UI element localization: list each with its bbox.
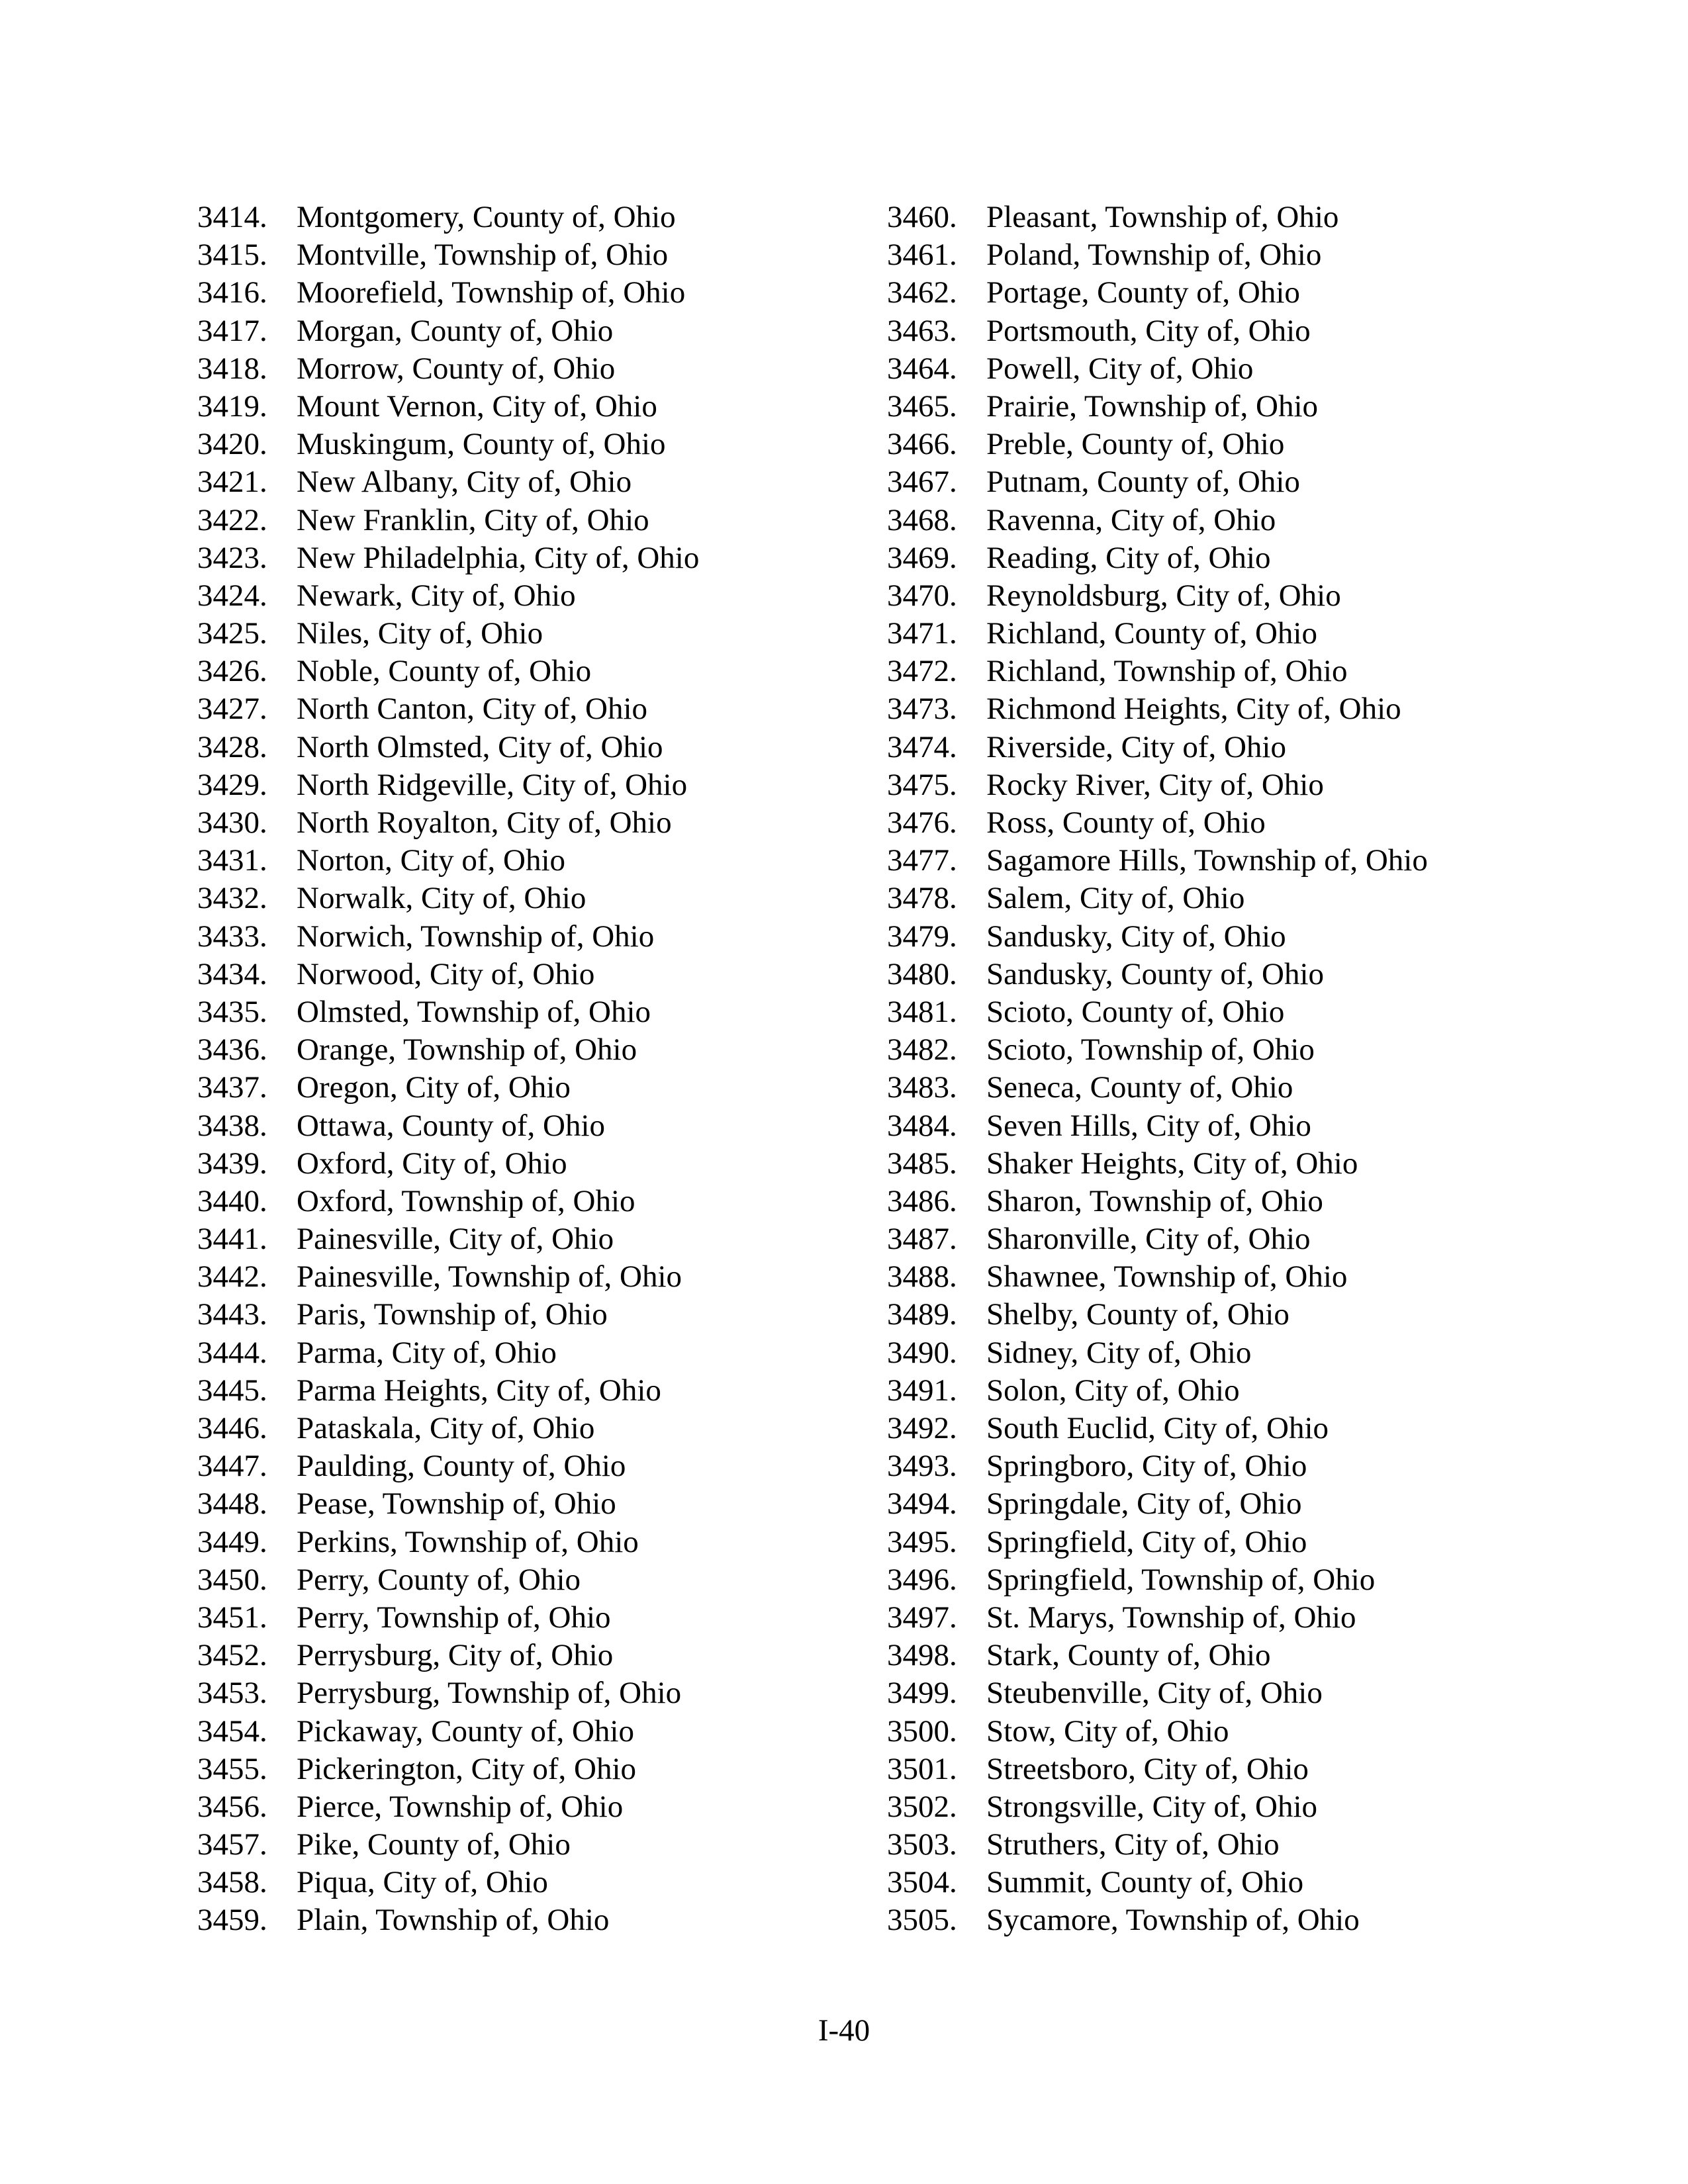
entry-name: Steubenville, City of, Ohio xyxy=(986,1676,1323,1711)
entry-number: 3480. xyxy=(887,956,957,991)
entry-name: Riverside, City of, Ohio xyxy=(986,729,1286,764)
list-item xyxy=(887,426,1428,463)
entry-name: Seneca, County of, Ohio xyxy=(986,1070,1293,1105)
entry-name: Perkins, Township of, Ohio xyxy=(297,1524,639,1559)
list-item xyxy=(197,463,699,501)
entry-number: 3475. xyxy=(887,767,957,802)
entry-name: Stark, County of, Ohio xyxy=(986,1638,1271,1673)
list-item xyxy=(197,312,699,350)
entry-name: Richland, Township of, Ohio xyxy=(986,654,1348,689)
entry-number: 3492. xyxy=(887,1411,957,1445)
entry-number: 3449. xyxy=(197,1524,267,1559)
entry-number: 3474. xyxy=(887,729,957,764)
entry-number: 3463. xyxy=(887,313,957,348)
entry-number: 3417. xyxy=(197,313,267,348)
entry-number: 3478. xyxy=(887,881,957,916)
entry-number: 3488. xyxy=(887,1259,957,1295)
list-item xyxy=(197,1410,699,1447)
list-item xyxy=(197,1145,699,1183)
entry-number: 3425. xyxy=(197,616,267,651)
entry-number: 3415. xyxy=(197,238,267,273)
list-item xyxy=(197,388,699,426)
list-item xyxy=(197,1220,699,1258)
list-item xyxy=(887,274,1428,312)
list-item xyxy=(887,236,1428,274)
entry-name: Oxford, City of, Ohio xyxy=(297,1146,567,1181)
entry-number: 3456. xyxy=(197,1789,267,1824)
list-item xyxy=(197,426,699,463)
list-item xyxy=(887,312,1428,350)
entry-name: Springfield, City of, Ohio xyxy=(986,1524,1307,1559)
list-item xyxy=(887,1296,1428,1334)
entry-number: 3454. xyxy=(197,1713,267,1749)
entry-name: Pataskala, City of, Ohio xyxy=(297,1411,595,1445)
entry-number: 3428. xyxy=(197,729,267,764)
entry-name: Reynoldsburg, City of, Ohio xyxy=(986,578,1341,613)
entry-name: Scioto, Township of, Ohio xyxy=(986,1032,1315,1068)
list-item xyxy=(887,1674,1428,1712)
entry-number: 3443. xyxy=(197,1297,267,1332)
entry-name: Paris, Township of, Ohio xyxy=(297,1297,608,1332)
entry-number: 3416. xyxy=(197,275,267,310)
entry-name: Sharon, Township of, Ohio xyxy=(986,1183,1323,1218)
entry-number: 3419. xyxy=(197,388,267,424)
list-item xyxy=(197,502,699,539)
entry-number: 3490. xyxy=(887,1335,957,1370)
entry-name: Norwood, City of, Ohio xyxy=(297,956,595,991)
list-item xyxy=(197,1599,699,1637)
entry-name: Morrow, County of, Ohio xyxy=(297,351,616,386)
entry-number: 3497. xyxy=(887,1600,957,1635)
entry-number: 3467. xyxy=(887,465,957,500)
list-item xyxy=(887,1410,1428,1447)
list-item xyxy=(197,1296,699,1334)
list-item xyxy=(887,842,1428,880)
list-item xyxy=(887,653,1428,690)
entry-number: 3502. xyxy=(887,1789,957,1824)
entry-name: Preble, County of, Ohio xyxy=(986,427,1285,462)
entry-name: Ottawa, County of, Ohio xyxy=(297,1108,606,1143)
entry-name: Pierce, Township of, Ohio xyxy=(297,1789,624,1824)
entry-name: Springboro, City of, Ohio xyxy=(986,1449,1307,1484)
list-item xyxy=(197,1069,699,1107)
entry-name: Portage, County of, Ohio xyxy=(986,275,1300,310)
entry-name: Richland, County of, Ohio xyxy=(986,616,1317,651)
entry-name: Sagamore Hills, Township of, Ohio xyxy=(986,843,1428,878)
list-item xyxy=(197,236,699,274)
entry-name: Putnam, County of, Ohio xyxy=(986,465,1300,500)
entry-number: 3504. xyxy=(887,1865,957,1900)
entry-number: 3447. xyxy=(197,1449,267,1484)
entry-name: Sidney, City of, Ohio xyxy=(986,1335,1252,1370)
entry-name: Perrysburg, Township of, Ohio xyxy=(297,1676,682,1711)
list-item xyxy=(197,842,699,880)
entry-name: Muskingum, County of, Ohio xyxy=(297,427,666,462)
list-item xyxy=(887,1599,1428,1637)
list-item xyxy=(197,1788,699,1826)
list-item xyxy=(197,804,699,842)
entry-number: 3418. xyxy=(197,351,267,386)
list-item xyxy=(887,1145,1428,1183)
list-item xyxy=(887,1447,1428,1485)
entry-number: 3434. xyxy=(197,956,267,991)
list-item xyxy=(887,1183,1428,1220)
list-item xyxy=(197,690,699,728)
list-item xyxy=(197,1561,699,1599)
entry-name: Montville, Township of, Ohio xyxy=(297,238,669,273)
entry-name: Oregon, City of, Ohio xyxy=(297,1070,571,1105)
entry-number: 3460. xyxy=(887,200,957,234)
entry-number: 3437. xyxy=(197,1070,267,1105)
entry-number: 3473. xyxy=(887,692,957,727)
entry-name: Solon, City of, Ohio xyxy=(986,1373,1240,1408)
entry-number: 3491. xyxy=(887,1373,957,1408)
entry-name: Parma, City of, Ohio xyxy=(297,1335,557,1370)
entry-name: North Royalton, City of, Ohio xyxy=(297,805,672,840)
entry-name: Norwalk, City of, Ohio xyxy=(297,881,586,916)
entry-name: Rocky River, City of, Ohio xyxy=(986,767,1324,802)
list-item xyxy=(197,1485,699,1523)
list-item xyxy=(887,1826,1428,1864)
entry-number: 3426. xyxy=(197,654,267,689)
list-item xyxy=(887,1751,1428,1788)
list-item xyxy=(197,274,699,312)
entry-number: 3431. xyxy=(197,843,267,878)
list-item xyxy=(887,1637,1428,1674)
entry-name: New Franklin, City of, Ohio xyxy=(297,502,649,537)
entry-name: Shelby, County of, Ohio xyxy=(986,1297,1289,1332)
entry-name: St. Marys, Township of, Ohio xyxy=(986,1600,1356,1635)
list-item xyxy=(197,1637,699,1674)
entry-name: Pleasant, Township of, Ohio xyxy=(986,200,1339,234)
entry-number: 3489. xyxy=(887,1297,957,1332)
list-item xyxy=(197,729,699,766)
list-item xyxy=(197,1107,699,1145)
list-item xyxy=(197,199,699,236)
entry-number: 3430. xyxy=(197,805,267,840)
entry-name: Streetsboro, City of, Ohio xyxy=(986,1751,1309,1786)
list-item xyxy=(887,1069,1428,1107)
entry-name: Ravenna, City of, Ohio xyxy=(986,502,1276,537)
entry-number: 3432. xyxy=(197,881,267,916)
list-item xyxy=(887,615,1428,653)
entry-number: 3429. xyxy=(197,767,267,802)
entry-number: 3499. xyxy=(887,1676,957,1711)
entry-number: 3452. xyxy=(197,1638,267,1673)
list-item xyxy=(887,1220,1428,1258)
entry-name: Pickerington, City of, Ohio xyxy=(297,1751,637,1786)
entry-name: Pease, Township of, Ohio xyxy=(297,1486,616,1522)
entry-name: Niles, City of, Ohio xyxy=(297,616,543,651)
list-item xyxy=(887,1713,1428,1751)
entry-name: North Olmsted, City of, Ohio xyxy=(297,729,663,764)
entry-number: 3472. xyxy=(887,654,957,689)
list-item xyxy=(887,1334,1428,1372)
list-item xyxy=(197,1372,699,1410)
entry-name: Reading, City of, Ohio xyxy=(986,540,1271,575)
entry-name: Stow, City of, Ohio xyxy=(986,1713,1229,1749)
list-item xyxy=(197,1334,699,1372)
list-item xyxy=(197,539,699,577)
entry-name: Orange, Township of, Ohio xyxy=(297,1032,637,1068)
entry-number: 3414. xyxy=(197,200,267,234)
list-item xyxy=(887,388,1428,426)
list-item xyxy=(887,1485,1428,1523)
list-item xyxy=(887,1561,1428,1599)
right-column-list xyxy=(887,199,1428,1940)
list-item xyxy=(887,1901,1428,1939)
entry-number: 3477. xyxy=(887,843,957,878)
list-item xyxy=(887,918,1428,956)
list-item xyxy=(887,729,1428,766)
entry-name: Sharonville, City of, Ohio xyxy=(986,1222,1311,1257)
list-item xyxy=(887,766,1428,804)
entry-name: Plain, Township of, Ohio xyxy=(297,1903,610,1938)
entry-name: Poland, Township of, Ohio xyxy=(986,238,1322,273)
entry-number: 3481. xyxy=(887,994,957,1029)
entry-name: North Ridgeville, City of, Ohio xyxy=(297,767,688,802)
entry-number: 3433. xyxy=(197,919,267,954)
entry-name: Struthers, City of, Ohio xyxy=(986,1827,1280,1862)
list-item xyxy=(197,1674,699,1712)
list-item xyxy=(197,1258,699,1296)
entry-name: Ross, County of, Ohio xyxy=(986,805,1266,840)
entry-number: 3464. xyxy=(887,351,957,386)
entry-number: 3498. xyxy=(887,1638,957,1673)
list-item xyxy=(197,993,699,1031)
entry-number: 3476. xyxy=(887,805,957,840)
entry-number: 3494. xyxy=(887,1486,957,1522)
entry-name: Mount Vernon, City of, Ohio xyxy=(297,388,657,424)
entry-name: Summit, County of, Ohio xyxy=(986,1865,1304,1900)
list-item xyxy=(197,1447,699,1485)
entry-number: 3495. xyxy=(887,1524,957,1559)
list-item xyxy=(887,199,1428,236)
entry-number: 3438. xyxy=(197,1108,267,1143)
entry-number: 3503. xyxy=(887,1827,957,1862)
entry-name: Shaker Heights, City of, Ohio xyxy=(986,1146,1358,1181)
entry-name: Parma Heights, City of, Ohio xyxy=(297,1373,661,1408)
entry-number: 3420. xyxy=(197,427,267,462)
list-item xyxy=(887,1524,1428,1561)
entry-name: Perry, Township of, Ohio xyxy=(297,1600,611,1635)
entry-name: Scioto, County of, Ohio xyxy=(986,994,1285,1029)
entry-number: 3496. xyxy=(887,1562,957,1597)
list-item xyxy=(197,577,699,615)
entry-name: Springfield, Township of, Ohio xyxy=(986,1562,1376,1597)
entry-name: Perrysburg, City of, Ohio xyxy=(297,1638,614,1673)
list-item xyxy=(887,690,1428,728)
entry-number: 3459. xyxy=(197,1903,267,1938)
list-item xyxy=(887,350,1428,388)
entry-name: Montgomery, County of, Ohio xyxy=(297,200,676,234)
list-item xyxy=(887,1031,1428,1069)
list-item xyxy=(197,1826,699,1864)
entry-number: 3457. xyxy=(197,1827,267,1862)
entry-number: 3501. xyxy=(887,1751,957,1786)
entry-number: 3479. xyxy=(887,919,957,954)
entry-number: 3441. xyxy=(197,1222,267,1257)
entry-name: New Albany, City of, Ohio xyxy=(297,465,632,500)
list-item xyxy=(197,615,699,653)
entry-name: North Canton, City of, Ohio xyxy=(297,692,648,727)
entry-number: 3427. xyxy=(197,692,267,727)
entry-number: 3458. xyxy=(197,1865,267,1900)
list-item xyxy=(197,1183,699,1220)
entry-number: 3451. xyxy=(197,1600,267,1635)
entry-number: 3487. xyxy=(887,1222,957,1257)
entry-number: 3471. xyxy=(887,616,957,651)
entry-name: Powell, City of, Ohio xyxy=(986,351,1254,386)
entry-name: Painesville, Township of, Ohio xyxy=(297,1259,682,1295)
list-item xyxy=(197,1864,699,1901)
entry-number: 3435. xyxy=(197,994,267,1029)
list-item xyxy=(887,539,1428,577)
entry-number: 3483. xyxy=(887,1070,957,1105)
left-column-list xyxy=(197,199,699,1940)
entry-number: 3465. xyxy=(887,388,957,424)
entry-name: Pickaway, County of, Ohio xyxy=(297,1713,634,1749)
entry-name: Perry, County of, Ohio xyxy=(297,1562,581,1597)
page-number: I-40 xyxy=(818,2013,870,2048)
entry-name: Morgan, County of, Ohio xyxy=(297,313,614,348)
entry-number: 3461. xyxy=(887,238,957,273)
list-item xyxy=(197,1901,699,1939)
entry-name: Paulding, County of, Ohio xyxy=(297,1449,626,1484)
entry-name: Seven Hills, City of, Ohio xyxy=(986,1108,1311,1143)
entry-number: 3453. xyxy=(197,1676,267,1711)
list-item xyxy=(197,1713,699,1751)
list-item xyxy=(887,1864,1428,1901)
entry-number: 3468. xyxy=(887,502,957,537)
entry-number: 3466. xyxy=(887,427,957,462)
entry-number: 3448. xyxy=(197,1486,267,1522)
entry-number: 3424. xyxy=(197,578,267,613)
entry-number: 3423. xyxy=(197,540,267,575)
list-item xyxy=(887,577,1428,615)
list-item xyxy=(197,766,699,804)
list-item xyxy=(887,956,1428,993)
entry-name: Moorefield, Township of, Ohio xyxy=(297,275,686,310)
entry-name: Richmond Heights, City of, Ohio xyxy=(986,692,1401,727)
entry-number: 3446. xyxy=(197,1411,267,1445)
entry-number: 3440. xyxy=(197,1183,267,1218)
entry-name: Sycamore, Township of, Ohio xyxy=(986,1903,1360,1938)
entry-name: New Philadelphia, City of, Ohio xyxy=(297,540,700,575)
entry-name: Noble, County of, Ohio xyxy=(297,654,592,689)
entry-name: South Euclid, City of, Ohio xyxy=(986,1411,1329,1445)
list-item xyxy=(887,1372,1428,1410)
list-item xyxy=(887,463,1428,501)
list-item xyxy=(197,1751,699,1788)
list-item xyxy=(887,804,1428,842)
list-item xyxy=(197,1524,699,1561)
list-item xyxy=(887,880,1428,917)
entry-name: Oxford, Township of, Ohio xyxy=(297,1183,635,1218)
entry-number: 3505. xyxy=(887,1903,957,1938)
entry-name: Sandusky, County of, Ohio xyxy=(986,956,1325,991)
entry-number: 3462. xyxy=(887,275,957,310)
list-item xyxy=(197,956,699,993)
entry-number: 3455. xyxy=(197,1751,267,1786)
list-item xyxy=(197,350,699,388)
entry-name: Norton, City of, Ohio xyxy=(297,843,566,878)
entry-name: Strongsville, City of, Ohio xyxy=(986,1789,1318,1824)
entry-name: Prairie, Township of, Ohio xyxy=(986,388,1319,424)
list-item xyxy=(887,1788,1428,1826)
list-item xyxy=(887,1258,1428,1296)
entry-name: Newark, City of, Ohio xyxy=(297,578,576,613)
entry-number: 3442. xyxy=(197,1259,267,1295)
entry-number: 3450. xyxy=(197,1562,267,1597)
entry-number: 3439. xyxy=(197,1146,267,1181)
entry-number: 3470. xyxy=(887,578,957,613)
entry-number: 3486. xyxy=(887,1183,957,1218)
list-item xyxy=(887,1107,1428,1145)
entry-number: 3444. xyxy=(197,1335,267,1370)
entry-name: Olmsted, Township of, Ohio xyxy=(297,994,651,1029)
entry-number: 3485. xyxy=(887,1146,957,1181)
entry-number: 3482. xyxy=(887,1032,957,1068)
entry-name: Portsmouth, City of, Ohio xyxy=(986,313,1311,348)
entry-name: Piqua, City of, Ohio xyxy=(297,1865,548,1900)
list-item xyxy=(197,880,699,917)
entry-name: Springdale, City of, Ohio xyxy=(986,1486,1302,1522)
list-item xyxy=(197,918,699,956)
entry-name: Painesville, City of, Ohio xyxy=(297,1222,614,1257)
entry-number: 3500. xyxy=(887,1713,957,1749)
entry-name: Salem, City of, Ohio xyxy=(986,881,1245,916)
entry-name: Shawnee, Township of, Ohio xyxy=(986,1259,1348,1295)
entry-number: 3421. xyxy=(197,465,267,500)
entry-name: Pike, County of, Ohio xyxy=(297,1827,571,1862)
entry-number: 3484. xyxy=(887,1108,957,1143)
entry-name: Sandusky, City of, Ohio xyxy=(986,919,1286,954)
list-item xyxy=(197,1031,699,1069)
entry-number: 3493. xyxy=(887,1449,957,1484)
list-item xyxy=(197,653,699,690)
entry-number: 3436. xyxy=(197,1032,267,1068)
list-item xyxy=(887,502,1428,539)
entry-number: 3445. xyxy=(197,1373,267,1408)
entry-name: Norwich, Township of, Ohio xyxy=(297,919,655,954)
list-item xyxy=(887,993,1428,1031)
entry-number: 3469. xyxy=(887,540,957,575)
entry-number: 3422. xyxy=(197,502,267,537)
